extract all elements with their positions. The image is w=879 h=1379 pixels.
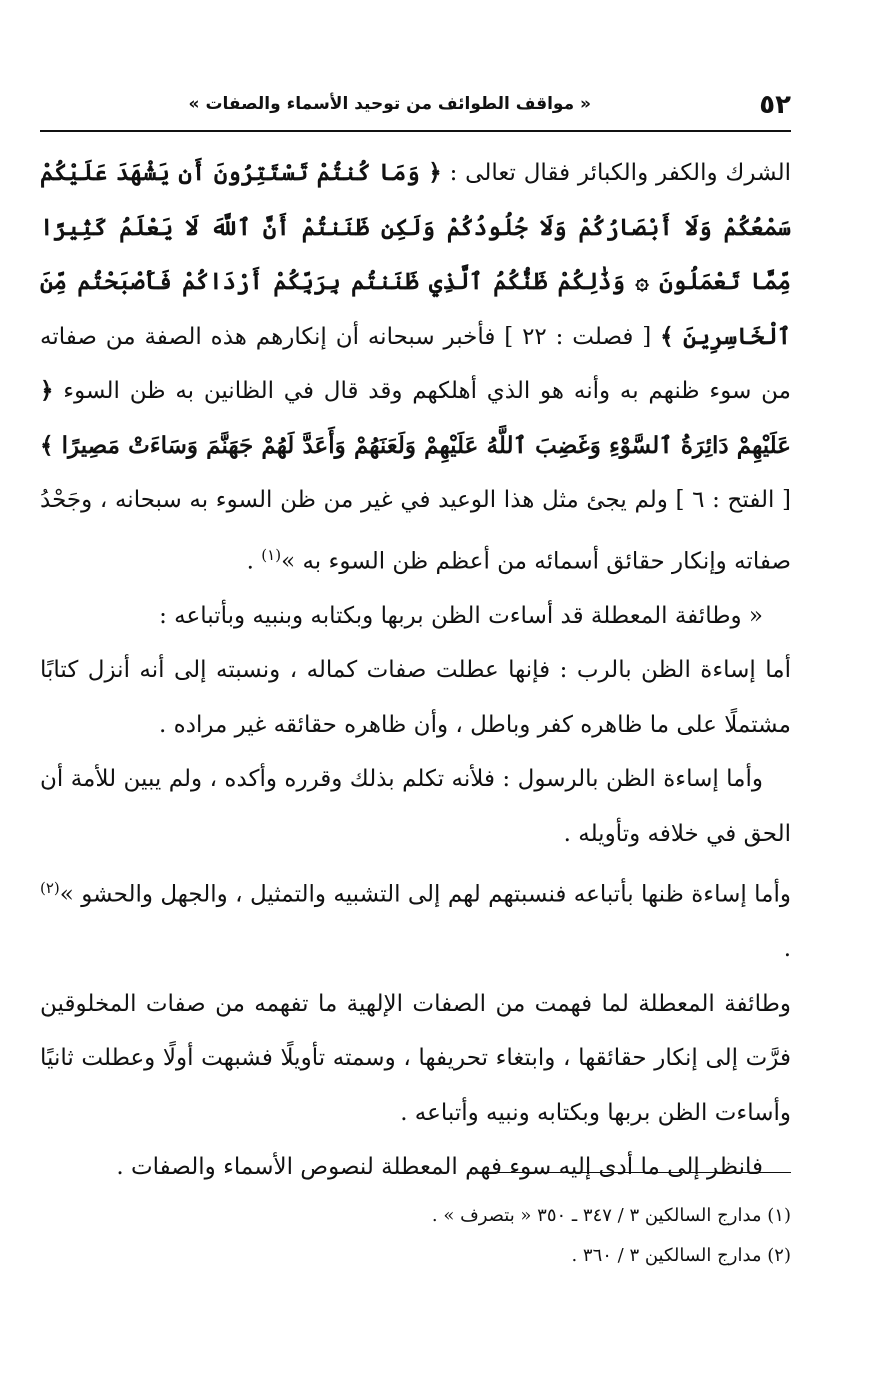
- footnote-divider: [491, 1172, 791, 1173]
- header-divider: [40, 130, 791, 132]
- footnote-ref-2: (٢): [40, 879, 60, 898]
- footnotes: [40, 1196, 791, 1276]
- page-number: ٥٢: [759, 90, 791, 120]
- footnote-ref-1: (١): [261, 545, 282, 564]
- footnote-1: (١) مدارج السالكين ٣ / ٣٤٧ ـ ٣٥٠ « بتصرف » .: [431, 1205, 791, 1226]
- paragraph-1-middle: [ فصلت : ٢٢ ] فأخبر سبحانه أن إنكارهم هذه الصفة من صفاته من سوء ظنهم به وأنه هو الذي أهلكهم وقد قال في الظانين به ظن السوء: [40, 323, 791, 404]
- running-title: « مواقف الطوائف من توحيد الأسماء والصفات »: [188, 94, 591, 114]
- paragraph-1-intro: الشرك والكفر والكبائر فقال تعالى :: [441, 160, 791, 186]
- paragraph-3: أما إساءة الظن بالرب : فإنها عطلت صفات كماله ، ونسبته إلى أنه أنزل كتابًا مشتملًا على ما ظاهره كفر وباطل ، وأن ظاهره حقائقه غير مراده .: [40, 657, 791, 738]
- paragraph-1-end: [ الفتح : ٦ ] ولم يجئ مثل هذا الوعيد في غير من ظن السوء به سبحانه ، وجَحْدُ صفاته وإنكار حقائق أسمائه من أعظم ظن السوء به »: [40, 487, 791, 575]
- page-header: [40, 88, 791, 128]
- paragraph-5-period: .: [783, 936, 791, 963]
- paragraph-1-period: .: [246, 548, 262, 575]
- footnote-2: (٢) مدارج السالكين ٣ / ٣٦٠ .: [571, 1245, 791, 1266]
- paragraph-7: فانظر إلى ما أدى إليه سوء فهم المعطلة لنصوص الأسماء والصفات .: [116, 1154, 763, 1181]
- paragraph-6: وطائفة المعطلة لما فهمت من الصفات الإلهية ما تفهمه من صفات المخلوقين فرَّت إلى إنكار حقائقها ، وابتغاء تحريفها ، وسمته تأويلًا فشبهت أولًا وعطلت ثانيًا وأساءت الظن بربها وبكتابه ونبيه وأتباعه .: [40, 990, 791, 1126]
- main-text: [40, 146, 791, 1195]
- quran-verse-fath: ﴿ عَلَيْهِمْ دَائِرَةُ ٱلسَّوْءِ وَغَضِبَ ٱللَّهُ عَلَيْهِمْ وَلَعَنَهُمْ وَأَعَدَّ لَهُمْ جَهَنَّمَ وَسَاءَتْ مَصِيرًا ﴾: [40, 377, 791, 459]
- paragraph-4: وأما إساءة الظن بالرسول : فلأنه تكلم بذلك وقرره وأكده ، ولم يبين للأمة أن الحق في خلافه وتأويله .: [40, 766, 791, 847]
- paragraph-2: « وطائفة المعطلة قد أساءت الظن بربها وبكتابه وبنبيه وبأتباعه :: [159, 602, 763, 629]
- paragraph-5: [40, 861, 791, 977]
- paragraph-5-text: وأما إساءة ظنها بأتباعه فنسبتهم لهم إلى التشبيه والتمثيل ، والجهل والحشو »: [59, 881, 791, 908]
- paragraph-1: [40, 146, 791, 589]
- quran-verse-fussilat: ﴿ وَمَا كُنتُمْ تَسْتَتِرُونَ أَن يَشْهَدَ عَلَيْكُمْ سَمْعُكُمْ وَلَا أَبْصَارُكُمْ وَلَا جُلُودُكُمْ وَلَكِن ظَنَنتُمْ أَنَّ ٱللَّهَ لَا يَعْلَمُ كَثِيرًا مِّمَّا تَعْمَلُونَ ۞ وَذَٰلِكُمْ ظَنُّكُمُ ٱلَّذِي ظَنَنتُم بِرَبِّكُمْ أَرْدَاكُمْ فَأَصْبَحْتُم مِّنَ ٱلْخَاسِرِينَ ﴾: [40, 159, 791, 350]
